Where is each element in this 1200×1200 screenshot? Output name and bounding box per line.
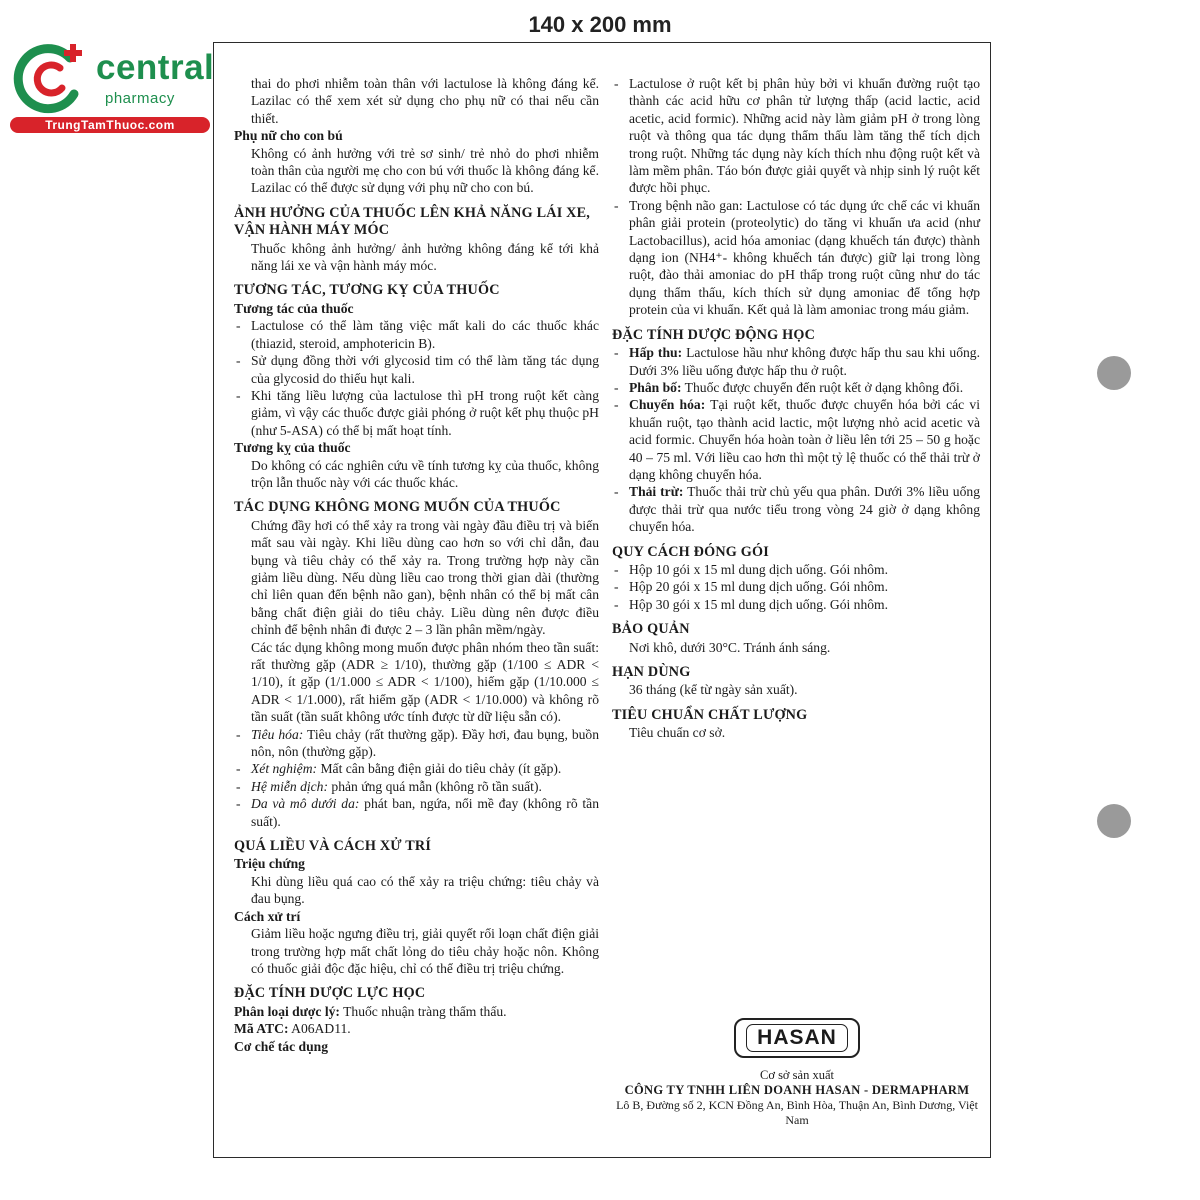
driving-paragraph: Thuốc không ảnh hưởng/ ảnh hưởng không đáng kể tới khả năng lái xe và vận hành máy móc. xyxy=(251,240,599,274)
adverse-effect-item xyxy=(234,726,599,761)
symptoms-subheading: Triệu chứng xyxy=(234,856,305,872)
adverse-effect-text: Tiêu chảy (rất thường gặp). Đầy hơi, đau bụng, buồn nôn, nôn (thường gặp). xyxy=(251,726,600,760)
logo-wordmark: central xyxy=(96,48,215,87)
central-pharmacy-logo[interactable] xyxy=(10,38,215,138)
pharmacokinetics-text: Lactulose hầu như không được hấp thu sau khi uống. Dưới 3% liều uống được hấp thu ở ruột. xyxy=(629,345,980,378)
pharmacokinetics-item xyxy=(612,483,980,535)
manufacturer-name: CÔNG TY TNHH LIÊN DOANH HASAN - DERMAPHARM xyxy=(624,1083,970,1097)
pharmacokinetics-label: Phân bố: xyxy=(629,379,682,395)
adverse-effect-label: Da và mô dưới da: xyxy=(251,796,360,812)
mechanism-subheading: Cơ chế tác dụng xyxy=(234,1038,329,1054)
interactions-subheading: Tương tác của thuốc xyxy=(234,300,354,316)
treatment-paragraph: Giảm liều hoặc ngưng điều trị, giải quyết rối loạn chất điện giải trong trường hợp mất chất lỏng do tiêu chảy hoặc nôn. Không có thuốc giải độc đặc hiệu, chỉ có thể điều trị triệu chứng. xyxy=(251,926,599,976)
pharmacological-class-text: Thuốc nhuận tràng thẩm thấu. xyxy=(339,1003,507,1019)
hasan-logo-text: HASAN xyxy=(746,1024,848,1052)
storage-heading: BẢO QUẢN xyxy=(612,621,690,638)
pharmacokinetics-text: Thuốc thải trừ chủ yếu qua phân. Dưới 3% liều uống được thải trừ qua nước tiểu trong vòng 24 giờ ở dạng không chuyển hóa. xyxy=(629,484,980,535)
interaction-item: - Sử dụng đồng thời với glycosid tim có thể làm tăng tác dụng của glycosid do thiếu hụt kali. xyxy=(234,352,599,387)
pharmacokinetics-text: Tại ruột kết, thuốc được chuyển hóa bởi các vi khuẩn ruột, tạo thành acid lactic, một lượng nhỏ acid acetic và acid formic. Chuyển hóa hoàn toàn ở liều lên tới 25 – 50 g hoặc 40 – 75 ml. Với liều cao hơn thì một tỷ lệ thuốc có thể thải trừ ở dạng không chuyển hóa. xyxy=(629,397,980,482)
interaction-item: - Lactulose có thể làm tăng việc mất kali do các thuốc khác (thiazid, steroid, amphotericin B). xyxy=(234,317,599,352)
adverse-effect-text: Mất cân bằng điện giải do tiêu chảy (ít gặp). xyxy=(317,761,562,777)
pharmacodynamics-heading: ĐẶC TÍNH DƯỢC LỰC HỌC xyxy=(234,985,426,1002)
pharmacokinetics-text: Thuốc được chuyển đến ruột kết ở dạng không đổi. xyxy=(681,379,964,395)
manufacturer-block xyxy=(614,1018,980,1128)
right-column xyxy=(612,75,980,742)
breastfeeding-paragraph: Không có ảnh hưởng với trẻ sơ sinh/ trẻ nhỏ do phơi nhiễm toàn thân của người mẹ cho con bú với thuốc là không đáng kể. Lazilac có thể được sử dụng với phụ nữ cho con bú. xyxy=(251,145,599,196)
treatment-subheading: Cách xử trí xyxy=(234,908,301,924)
adverse-effect-label: Tiêu hóa: xyxy=(251,726,304,742)
left-column xyxy=(234,75,599,1055)
pharmacokinetics-label: Chuyển hóa: xyxy=(629,397,706,413)
punch-hole xyxy=(1097,804,1131,838)
pharmacokinetics-label: Hấp thu: xyxy=(629,345,683,361)
adverse-effect-label: Xét nghiệm: xyxy=(251,761,318,777)
overdose-heading: QUÁ LIỀU VÀ CÁCH XỬ TRÍ xyxy=(234,838,432,855)
quality-standard-heading: TIÊU CHUẨN CHẤT LƯỢNG xyxy=(612,706,808,723)
adverse-effect-label: Hệ miễn dịch: xyxy=(251,778,329,794)
driving-heading: ẢNH HƯỞNG CỦA THUỐC LÊN KHẢ NĂNG LÁI XE, VẬN HÀNH MÁY MÓC xyxy=(234,204,591,239)
shelf-life-paragraph: 36 tháng (kể từ ngày sản xuất). xyxy=(629,682,798,698)
pregnancy-paragraph: thai do phơi nhiễm toàn thân với lactulose là không đáng kể. Lazilac có thể xem xét sử dụng cho phụ nữ có thai nếu cần thiết. xyxy=(251,76,599,126)
manufacturer-address: Lô B, Đường số 2, KCN Đồng An, Bình Hòa, Thuận An, Bình Dương, Việt Nam xyxy=(616,1098,978,1127)
hasan-logo xyxy=(734,1018,860,1058)
adverse-effects-heading: TÁC DỤNG KHÔNG MONG MUỐN CỦA THUỐC xyxy=(234,499,561,516)
incompatibility-subheading: Tương kỵ của thuốc xyxy=(234,440,351,456)
punch-hole xyxy=(1097,356,1131,390)
pharmacokinetics-item xyxy=(612,379,980,396)
central-pharmacy-logo-icon xyxy=(12,40,92,114)
pharmacokinetics-label: Thải trừ: xyxy=(629,484,684,500)
quality-standard-paragraph: Tiêu chuẩn cơ sở. xyxy=(629,725,726,741)
mechanism-item: - Lactulose ở ruột kết bị phân hủy bởi vi khuẩn đường ruột tạo thành các acid hữu cơ phân tử lượng thấp (acid lactic, acid acetic, acid formic). Những acid này làm giảm pH ở trong lòng ruột và thông qua tác dụng thẩm thấu làm tăng thể tích dịch trong ruột. Những tác dụng này kích thích nhu động ruột kết và làm mềm phân. Táo bón được giải quyết và nhịp sinh lý ruột kết được hồi phục. xyxy=(612,75,980,197)
storage-paragraph: Nơi khô, dưới 30°C. Tránh ánh sáng. xyxy=(629,639,831,655)
packaging-heading: QUY CÁCH ĐÓNG GÓI xyxy=(612,543,769,560)
mechanism-item: - Trong bệnh não gan: Lactulose có tác dụng ức chế các vi khuẩn phân giải protein (proteolytic) do tăng vi khuẩn ưa acid (như Lactobacillus), acid hóa amoniac (dạng khuếch tán được) thành dạng ion (NH4⁺- không khuếch tán được) giữ lại trong lòng ruột, đào thải amoniac do pH thấp trong ruột cũng như do tác dụng thẩm thấu, kích thích sử dụng amoniac để tổng hợp protein của vi khuẩn. Kết quả là làm amoniac trong máu giảm. xyxy=(612,197,980,319)
logo-website-bar[interactable]: TrungTamThuoc.com xyxy=(10,117,210,133)
adverse-effect-item xyxy=(234,778,599,795)
symptoms-paragraph: Khi dùng liều quá cao có thể xảy ra triệu chứng: tiêu chảy và đau bụng. xyxy=(251,873,599,907)
adverse-effects-paragraph: Chứng đầy hơi có thể xảy ra trong vài ngày đầu điều trị và biến mất sau vài ngày. Khi liều dùng cao hơn so với chỉ dẫn, đau bụng và tiêu chảy có thể xảy ra. Trong trường hợp này cần giảm liều dùng. Nếu dùng liều cao trong thời gian dài (thường chỉ liên quan đến bệnh não gan), bệnh nhân có thể bị mất cân bằng chất điện giải do tiêu chảy. Liều dùng nên được điều chỉnh để bệnh nhân đi được 2 – 3 lần phân mềm/ngày. xyxy=(251,517,599,638)
pharmacological-class xyxy=(234,1003,599,1020)
adverse-effect-text: phát ban, ngứa, nổi mề đay (không rõ tần suất). xyxy=(251,796,599,829)
interactions-heading: TƯƠNG TÁC, TƯƠNG KỴ CỦA THUỐC xyxy=(234,282,500,299)
pharmacological-class-label: Phân loại dược lý: xyxy=(234,1003,340,1019)
atc-code-text: A06AD11. xyxy=(288,1021,351,1037)
frequency-paragraph: Các tác dụng không mong muốn được phân nhóm theo tần suất: rất thường gặp (ADR ≥ 1/10), thường gặp (1/100 ≤ ADR < 1/10), ít gặp (1/1.000 ≤ ADR < 1/100), hiếm gặp (1/10.000 ≤ ADR < 1/1.000), rất hiếm gặp (ADR < 1/10.000) và không rõ tần suất (tần suất không ước tính được từ dữ liệu sẵn có). xyxy=(251,639,599,725)
logo-subtitle: pharmacy xyxy=(105,90,175,107)
shelf-life-heading: HẠN DÙNG xyxy=(612,664,691,680)
pharmacokinetics-heading: ĐẶC TÍNH DƯỢC ĐỘNG HỌC xyxy=(612,326,816,343)
page-size-label: 140 x 200 mm xyxy=(528,12,672,37)
interaction-item: - Khi tăng liều lượng của lactulose thì pH trong ruột kết càng giảm, vì vậy các thuốc được giải phóng ở ruột kết phụ thuộc pH (như 5-ASA) có thể bị mất hoạt tính. xyxy=(234,387,599,439)
atc-code-label: Mã ATC: xyxy=(234,1021,289,1037)
adverse-effect-text: phản ứng quá mẫn (không rõ tần suất). xyxy=(328,778,542,794)
pharmacokinetics-item xyxy=(612,396,980,483)
pharmacokinetics-item xyxy=(612,344,980,379)
adverse-effect-item xyxy=(234,795,599,830)
leaflet-page xyxy=(213,42,991,1158)
packaging-item: - Hộp 30 gói x 15 ml dung dịch uống. Gói nhôm. xyxy=(612,596,980,613)
atc-code xyxy=(234,1020,599,1037)
packaging-item: - Hộp 20 gói x 15 ml dung dịch uống. Gói nhôm. xyxy=(612,578,980,595)
incompatibility-paragraph: Do không có các nghiên cứu về tính tương kỵ của thuốc, không trộn lẫn thuốc này với các thuốc khác. xyxy=(251,457,599,490)
adverse-effect-item xyxy=(234,760,599,777)
packaging-item: - Hộp 10 gói x 15 ml dung dịch uống. Gói nhôm. xyxy=(612,561,980,578)
breastfeeding-heading: Phụ nữ cho con bú xyxy=(234,128,343,144)
manufacturer-label: Cơ sở sản xuất xyxy=(760,1068,834,1082)
